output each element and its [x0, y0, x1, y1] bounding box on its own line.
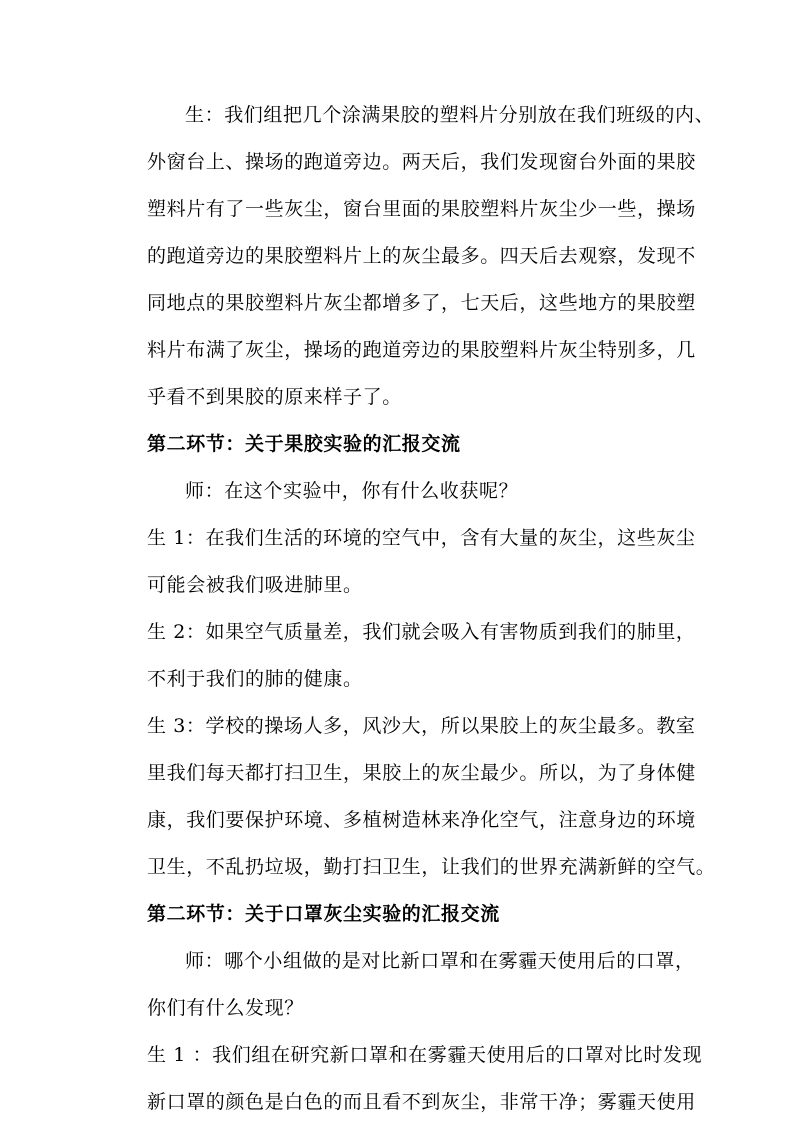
paragraph-line: 塑料片有了一些灰尘，窗台里面的果胶塑料片灰尘少一些，操场	[147, 198, 696, 220]
paragraph-line: 卫生，不乱扔垃圾，勤打扫卫生，让我们的世界充满新鲜的空气。	[147, 856, 716, 878]
paragraph-line: 里我们每天都打扫卫生，果胶上的灰尘最少。所以，为了身体健	[147, 762, 696, 784]
section-heading: 第二环节：关于果胶实验的汇报交流	[147, 433, 461, 455]
paragraph-line: 师：在这个实验中，你有什么收获呢？	[185, 480, 519, 502]
paragraph-line: 同地点的果胶塑料片灰尘都增多了，七天后，这些地方的果胶塑	[147, 292, 696, 314]
paragraph-line: 的跑道旁边的果胶塑料片上的灰尘最多。四天后去观察，发现不	[147, 245, 696, 267]
paragraph-line: 生 3：学校的操场人多，风沙大，所以果胶上的灰尘最多。教室	[147, 715, 696, 737]
paragraph-line: 师：哪个小组做的是对比新口罩和在雾霾天使用后的口罩，	[185, 950, 695, 972]
paragraph-line: 外窗台上、操场的跑道旁边。两天后，我们发现窗台外面的果胶	[147, 151, 696, 173]
paragraph-line: 你们有什么发现？	[147, 997, 304, 1019]
paragraph-line: 康，我们要保护环境、多植树造林来净化空气，注意身边的环境	[147, 809, 696, 831]
paragraph-line: 新口罩的颜色是白色的而且看不到灰尘，非常干净；雾霾天使用	[147, 1091, 696, 1113]
paragraph-line: 生 2：如果空气质量差，我们就会吸入有害物质到我们的肺里，	[147, 621, 696, 643]
paragraph-line: 生：我们组把几个涂满果胶的塑料片分别放在我们班级的内、	[185, 104, 715, 126]
paragraph-line: 料片布满了灰尘，操场的跑道旁边的果胶塑料片灰尘特别多，几	[147, 339, 696, 361]
paragraph-line: 乎看不到果胶的原来样子了。	[147, 386, 402, 408]
section-heading: 第二环节：关于口罩灰尘实验的汇报交流	[147, 903, 500, 925]
paragraph-line: 生 1：在我们生活的环境的空气中，含有大量的灰尘，这些灰尘	[147, 527, 696, 549]
paragraph-line: 生 1 ：我们组在研究新口罩和在雾霾天使用后的口罩对比时发现	[147, 1044, 703, 1066]
paragraph-line: 不利于我们的肺的健康。	[147, 668, 363, 690]
paragraph-line: 可能会被我们吸进肺里。	[147, 574, 363, 596]
